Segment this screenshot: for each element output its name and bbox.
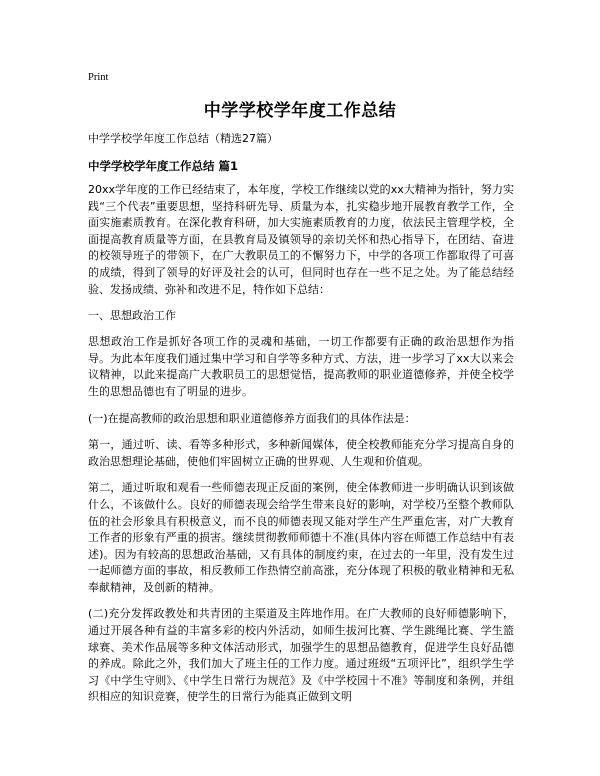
section-title: 中学学校学年度工作总结 篇1	[88, 159, 239, 173]
document-body	[88, 182, 514, 716]
paragraph-second: 第二，通过听取和观看一些师德表现正反面的案例，使全体教师进一步明确认识到该做什么，不该做什么。良好的师德表现会给学生带来良好的影响，对学校乃至整个教师队伍的社会形象具有积极意义，而不良的师德表现又能对学生产生严重危害，对广大教育工作者的形象有严重的损害。继续贯彻教师师德十不准(具体内容在师德工作总结中有表述)。因为有较高的思想政治基础，又有具体的制度约束，在过去的一年里，没有发生过一起师德方面的事故，相反教师工作热情空前高涨，充分体现了积极的敬业精神和无私奉献精神，及创新的精神。	[88, 481, 514, 594]
document-subtitle: 中学学校学年度工作总结（精选27篇）	[88, 132, 278, 145]
paragraph-first: 第一，通过听、读、看等多种形式，多种新闻媒体，使全校教师能充分学习提高自身的政治思想理论基础，使他们牢固树立正确的世界观、人生观和价值观。	[88, 438, 514, 468]
paragraph-political-work: 思想政治工作是抓好各项工作的灵魂和基础，一切工作都要有正确的政治思想作为指导。为此本年度我们通过集中学习和自学等多种方式、方法，进一步学习了xx大以来会议精神，以此来提高广大教职员工的思想觉悟，提高教师的职业道德修养，并使全校学生的思想品德也有了明显的进步。	[88, 335, 514, 398]
paragraph-teacher-methods: (一)在提高教师的政治思想和职业道德修养方面我们的具体作法是：	[88, 411, 416, 425]
paragraph-third: (二)充分发挥政教处和共青团的主渠道及主阵地作用。在广大教师的良好师德影响下，通过开展各种有益的丰富多彩的校内外活动，如师生拔河比赛、学生跳绳比赛、学生篮球赛、美术作品展等多种文体活动形式，加强学生的思想品德教育，促进学生良好品德的养成。除此之外，我们加大了班主任的工作力度。通过班级“五项评比”，组织学生学习《中学生守则》、《中学生日常行为规范》及《中学校园十不准》等制度和条例，并组织相应的知识竞赛，使学生的日常行为能真正做到文明	[88, 607, 514, 704]
heading-political-work: 一、思想政治工作	[88, 309, 176, 323]
document-title: 中学学校学年度工作总结	[203, 101, 397, 121]
paragraph-intro: 20xx学年度的工作已经结束了，本年度，学校工作继续以党的xx大精神为指针，努力实践“三个代表”重要思想，坚持科研先导、质量为本，扎实稳步地开展教育教学工作，全面实施素质教育。在深化教育科研，加大实施素质教育的力度，依法民主管理学校，全面提高教育质量等方面，在县教育局及镇领导的亲切关怀和热心指导下，在团结、奋进的校领导班子的带领下，在广大教职员工的不懈努力下，中学的各项工作都取得了可喜的成绩，得到了领导的好评及社会的认可，但同时也存在一些不足之处。为了能总结经验、发扬成绩、弥补和改进不足，特作如下总结：	[88, 183, 514, 296]
print-label[interactable]: Print	[88, 72, 109, 83]
